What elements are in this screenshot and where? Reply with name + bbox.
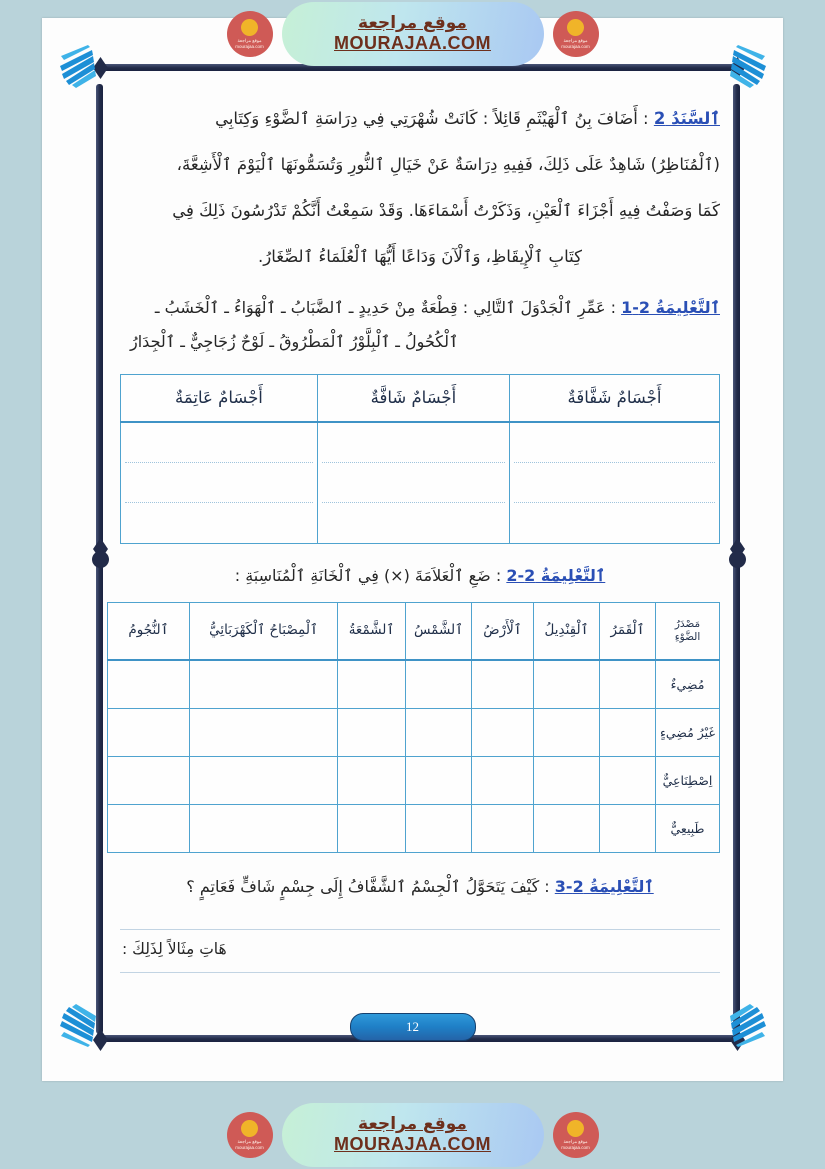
checkbox-cell[interactable] — [534, 708, 600, 756]
column-header-opaque: أَجْسَامٌ عَاتِمَةٌ — [121, 374, 318, 422]
task-3-text: : كَيْفَ يَتَحَوَّلُ ٱلْجِسْمُ ٱلشَّفَّافُ إِلَى جِسْمٍ شَافٍّ فَعَاتِمٍ ؟ — [186, 876, 550, 896]
checkbox-cell[interactable] — [108, 660, 190, 709]
answer-cell-transparent[interactable] — [509, 422, 719, 544]
task-2-line — [120, 558, 720, 594]
task-1-label: ٱلتَّعْلِيمَةُ 2-1 — [621, 297, 720, 317]
page-number: 12 — [406, 1019, 419, 1034]
table-row — [108, 804, 720, 852]
table-row — [108, 708, 720, 756]
checkbox-cell[interactable] — [108, 804, 190, 852]
column-header-electric-lamp: ٱلْمِصْبَاحُ ٱلْكَهْرَبَائِيُّ — [190, 602, 338, 660]
row-label-non-luminous: غَيْرُ مُضِيءٍ — [656, 708, 720, 756]
checkbox-cell[interactable] — [108, 708, 190, 756]
table-row — [108, 660, 720, 709]
checkbox-cell[interactable] — [406, 708, 472, 756]
checkbox-cell[interactable] — [600, 660, 656, 709]
badge-line1: موقع مراجعة — [563, 1139, 588, 1145]
checkbox-cell[interactable] — [338, 756, 406, 804]
watermark-arabic-label: موقع مراجعة — [358, 1114, 467, 1135]
corner-header-line-1: مَصْدَرُ — [674, 617, 701, 630]
column-header-light-source — [656, 602, 720, 660]
checkbox-cell[interactable] — [338, 660, 406, 709]
worksheet-content — [120, 100, 720, 997]
checkbox-cell[interactable] — [600, 756, 656, 804]
task-1-table-wrap — [120, 374, 720, 544]
source-passage — [120, 100, 720, 276]
checkbox-cell[interactable] — [534, 756, 600, 804]
badge-line2: mourajaa.com — [235, 1144, 264, 1150]
frame-knob-icon — [729, 551, 746, 568]
badge-line2: mourajaa.com — [235, 43, 264, 49]
corner-header-line-2: الضَّوْءِ — [674, 630, 701, 643]
checkbox-cell[interactable] — [338, 708, 406, 756]
checkbox-cell[interactable] — [406, 660, 472, 709]
watermark-pill-bottom — [282, 1103, 544, 1167]
checkbox-cell[interactable] — [406, 756, 472, 804]
column-header-candle: ٱلشَّمْعَةُ — [338, 602, 406, 660]
badge-line1: موقع مراجعة — [237, 38, 262, 44]
checkbox-cell[interactable] — [534, 804, 600, 852]
writing-guides — [514, 423, 715, 543]
watermark-domain-label: MOURAJAA.COM — [334, 33, 491, 54]
task-1-line-2: ٱلْكُحُولُ ـ ٱلْبِلَّوْرُ ٱلْمَطْرُوقُ ـ لَوْحٌ زُجَاجِيٌّ ـ ٱلْجِدَارُ — [130, 331, 459, 351]
answer-cell-translucent[interactable] — [317, 422, 509, 544]
corner-fan-ornament-icon — [728, 44, 774, 90]
checkbox-cell[interactable] — [600, 804, 656, 852]
column-header-stars: ٱلنُّجُومُ — [108, 602, 190, 660]
source-line-3: كَمَا وَصَفْتُ فِيهِ أَجْزَاءَ ٱلْعَيْنِ، وَذَكَرْتُ أَسْمَاءَهَا. وَقَدْ سَمِعْتُ أَنَّكُمْ تَدْرُسُونَ ذَلِكَ فِي — [172, 200, 720, 220]
checkbox-cell[interactable] — [108, 756, 190, 804]
writing-guides — [125, 423, 313, 543]
task-3-answer-area — [120, 929, 720, 973]
writing-guides — [322, 423, 505, 543]
checkbox-cell[interactable] — [406, 804, 472, 852]
checkbox-cell[interactable] — [190, 756, 338, 804]
table-row — [108, 756, 720, 804]
task-3-hint: هَاتِ مِثَالاً لِذَلِكَ : — [122, 939, 227, 958]
column-header-earth: ٱلْأَرْضُ — [472, 602, 534, 660]
checkbox-cell[interactable] — [600, 708, 656, 756]
row-label-luminous: مُضِيءٌ — [656, 660, 720, 709]
answer-line[interactable] — [120, 972, 720, 973]
source-line-2: (ٱلْمُنَاظِرُ) شَاهِدٌ عَلَى ذَلِكَ، فَفِيهِ دِرَاسَةٌ عَنْ خَيَالِ ٱلنُّورِ وَتُسَمُّونَهَا ٱلْيَوْمَ ٱلْأَشِعَّةَ، — [176, 154, 720, 174]
task-1 — [120, 290, 720, 360]
answer-cell-opaque[interactable] — [121, 422, 318, 544]
watermark-bottom — [0, 1101, 825, 1169]
task-1-line-1 — [120, 290, 720, 326]
page-number-banner — [350, 1013, 476, 1041]
column-header-lantern: ٱلْقِنْدِيلُ — [534, 602, 600, 660]
badge-line2: mourajaa.com — [561, 43, 590, 49]
watermark-domain-label: MOURAJAA.COM — [334, 1134, 491, 1155]
task-2-table-wrap — [120, 602, 720, 853]
checkbox-cell[interactable] — [190, 660, 338, 709]
checkbox-cell[interactable] — [338, 804, 406, 852]
checkbox-cell[interactable] — [472, 708, 534, 756]
row-label-artificial: اِصْطِنَاعِيٌّ — [656, 756, 720, 804]
checkbox-cell[interactable] — [190, 804, 338, 852]
badge-logo-icon — [241, 1120, 258, 1137]
corner-fan-ornament-icon — [728, 1002, 774, 1048]
source-line-4: كِتَابِ ٱلْإِيقَاظِ، وَٱلْآنَ وَدَاعًا أَيُّهَا ٱلْعُلَمَاءُ ٱلصِّغَارُ. — [258, 246, 582, 266]
corner-fan-ornament-icon — [52, 1002, 98, 1048]
checkbox-cell[interactable] — [472, 804, 534, 852]
table-row — [121, 422, 720, 544]
column-header-moon: ٱلْقَمَرُ — [600, 602, 656, 660]
worksheet-page — [42, 18, 783, 1081]
corner-fan-ornament-icon — [52, 44, 98, 90]
source-label: ٱلسَّنَدُ 2 — [653, 109, 720, 128]
column-header-translucent: أَجْسَامٌ شَافَّةٌ — [317, 374, 509, 422]
watermark-arabic-label: موقع مراجعة — [358, 13, 467, 34]
source-text-1: : أَضَافَ بِنُ ٱلْهَيْثَمِ قَائِلاً : كَانَتْ شُهْرَتِي فِي دِرَاسَةِ ٱلضَّوْءِ وَكِتَابِي — [215, 109, 649, 128]
table-header-row — [121, 374, 720, 422]
badge-logo-icon — [567, 1120, 584, 1137]
task-3-line — [120, 869, 720, 905]
checkbox-cell[interactable] — [472, 660, 534, 709]
classification-table[interactable] — [120, 374, 720, 544]
answer-line[interactable] — [120, 929, 720, 930]
table-header-row — [108, 602, 720, 660]
row-label-natural: طَبِيعِيٌّ — [656, 804, 720, 852]
checkbox-cell[interactable] — [190, 708, 338, 756]
watermark-badge-right — [227, 1112, 273, 1158]
checkbox-cell[interactable] — [534, 660, 600, 709]
frame-rail-top — [100, 64, 735, 71]
source-line-1 — [120, 100, 720, 138]
task-2-label: ٱلتَّعْلِيمَةُ 2-2 — [506, 565, 606, 585]
task-3-label: ٱلتَّعْلِيمَةُ 2-3 — [554, 876, 654, 896]
column-header-transparent: أَجْسَامٌ شَفَّافَةٌ — [509, 374, 719, 422]
badge-line2: mourajaa.com — [561, 1144, 590, 1150]
badge-line1: موقع مراجعة — [237, 1139, 262, 1145]
task-2-text: : ضَعِ ٱلْعَلاَمَةَ (×) فِي ٱلْخَانَةِ ٱلْمُنَاسِبَةِ : — [234, 565, 502, 585]
frame-knob-icon — [92, 551, 109, 568]
task-1-text-1: : عَمِّرِ ٱلْجَدْوَلَ ٱلتَّالِي : قِطْعَةٌ مِنْ حَدِيدٍ ـ ٱلضَّبَابُ ـ ٱلْهَوَاءُ ـ ٱلْخَشَبُ ـ — [154, 297, 616, 317]
badge-line1: موقع مراجعة — [563, 38, 588, 44]
light-source-table[interactable] — [107, 602, 720, 853]
checkbox-cell[interactable] — [472, 756, 534, 804]
watermark-badge-left — [553, 1112, 599, 1158]
column-header-sun: ٱلشَّمْسُ — [406, 602, 472, 660]
